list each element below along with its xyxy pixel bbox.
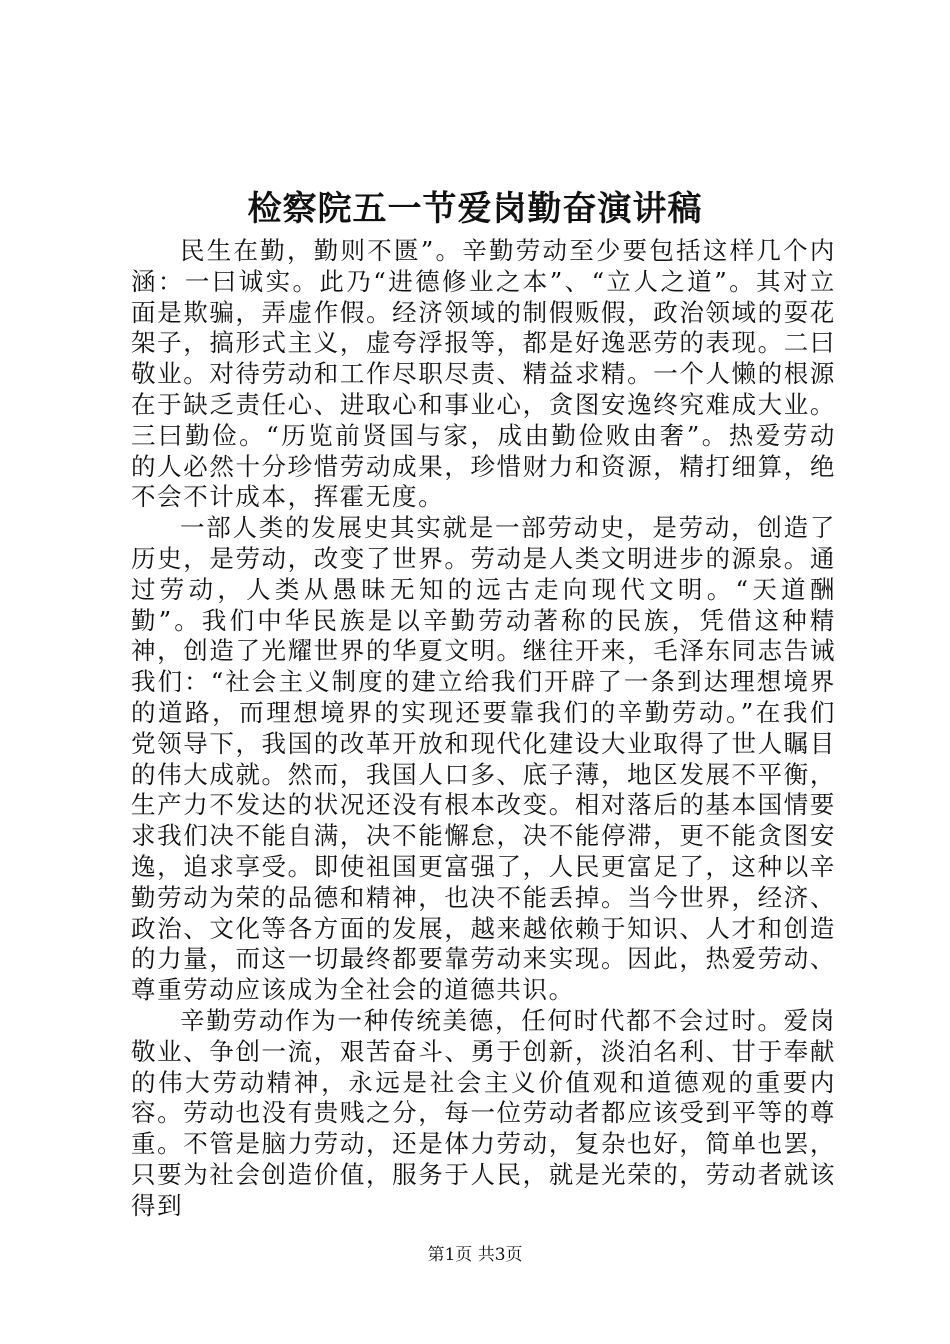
body-paragraph-2: 一部人类的发展史其实就是一部劳动史，是劳动，创造了历史，是劳动，改变了世界。劳动是人类文明进步的源泉。通过劳动，人类从愚昧无知的远古走向现代文明。“天道酬勤”。我们中华民族是以辛勤劳动著称的民族，凭借这种精神，创造了光耀世界的华夏文明。继往开来，毛泽东同志告诫我们：“社会主义制度的建立给我们开辟了一条到达理想境界的道路，而理想境界的实现还要靠我们的辛勤劳动。”在我们党领导下，我国的改革开放和现代化建设大业取得了世人瞩目的伟大成就。然而，我国人口多、底子薄，地区发展不平衡，生产力不发达的状况还没有根本改变。相对落后的基本国情要求我们决不能自满，决不能懈怠，决不能停滞，更不能贪图安逸，追求享受。即使祖国更富强了，人民更富足了，这种以辛勤劳动为荣的品德和精神，也决不能丢掉。当今世界，经济、政治、文化等各方面的发展，越来越依赖于知识、人才和创造的力量，而这一切最终都要靠劳动来实现。因此，热爱劳动、尊重劳动应该成为全社会的道德共识。	[131, 513, 836, 1005]
body-paragraph-3: 辛勤劳动作为一种传统美德，任何时代都不会过时。爱岗敬业、争创一流，艰苦奋斗、勇于创新，淡泊名利、甘于奉献的伟大劳动精神，永远是社会主义价值观和道德观的重要内容。劳动也没有贵贱之分，每一位劳动者都应该受到平等的尊重。不管是脑力劳动，还是体力劳动，复杂也好，简单也罢，只要为社会创造价值，服务于人民，就是光荣的，劳动者就该得到	[131, 1005, 836, 1220]
body-paragraph-1: 民生在勤，勤则不匮”。辛勤劳动至少要包括这样几个内涵：一曰诚实。此乃“进德修业之本”、“立人之道”。其对立面是欺骗，弄虚作假。经济领域的制假贩假，政治领域的耍花架子，搞形式主义，虚夸浮报等，都是好逸恶劳的表现。二曰敬业。对待劳动和工作尽职尽责、精益求精。一个人懒的根源在于缺乏责任心、进取心和事业心，贪图安逸终究难成大业。三曰勤俭。“历览前贤国与家，成由勤俭败由奢”。热爱劳动的人必然十分珍惜劳动成果，珍惜财力和资源，精打细算，绝不会不计成本，挥霍无度。	[131, 236, 836, 512]
document-body	[131, 236, 836, 1222]
page-number-footer: 第1页 共3页	[427, 1245, 523, 1265]
document-title: 检察院五一节爱岗勤奋演讲稿	[247, 189, 703, 229]
